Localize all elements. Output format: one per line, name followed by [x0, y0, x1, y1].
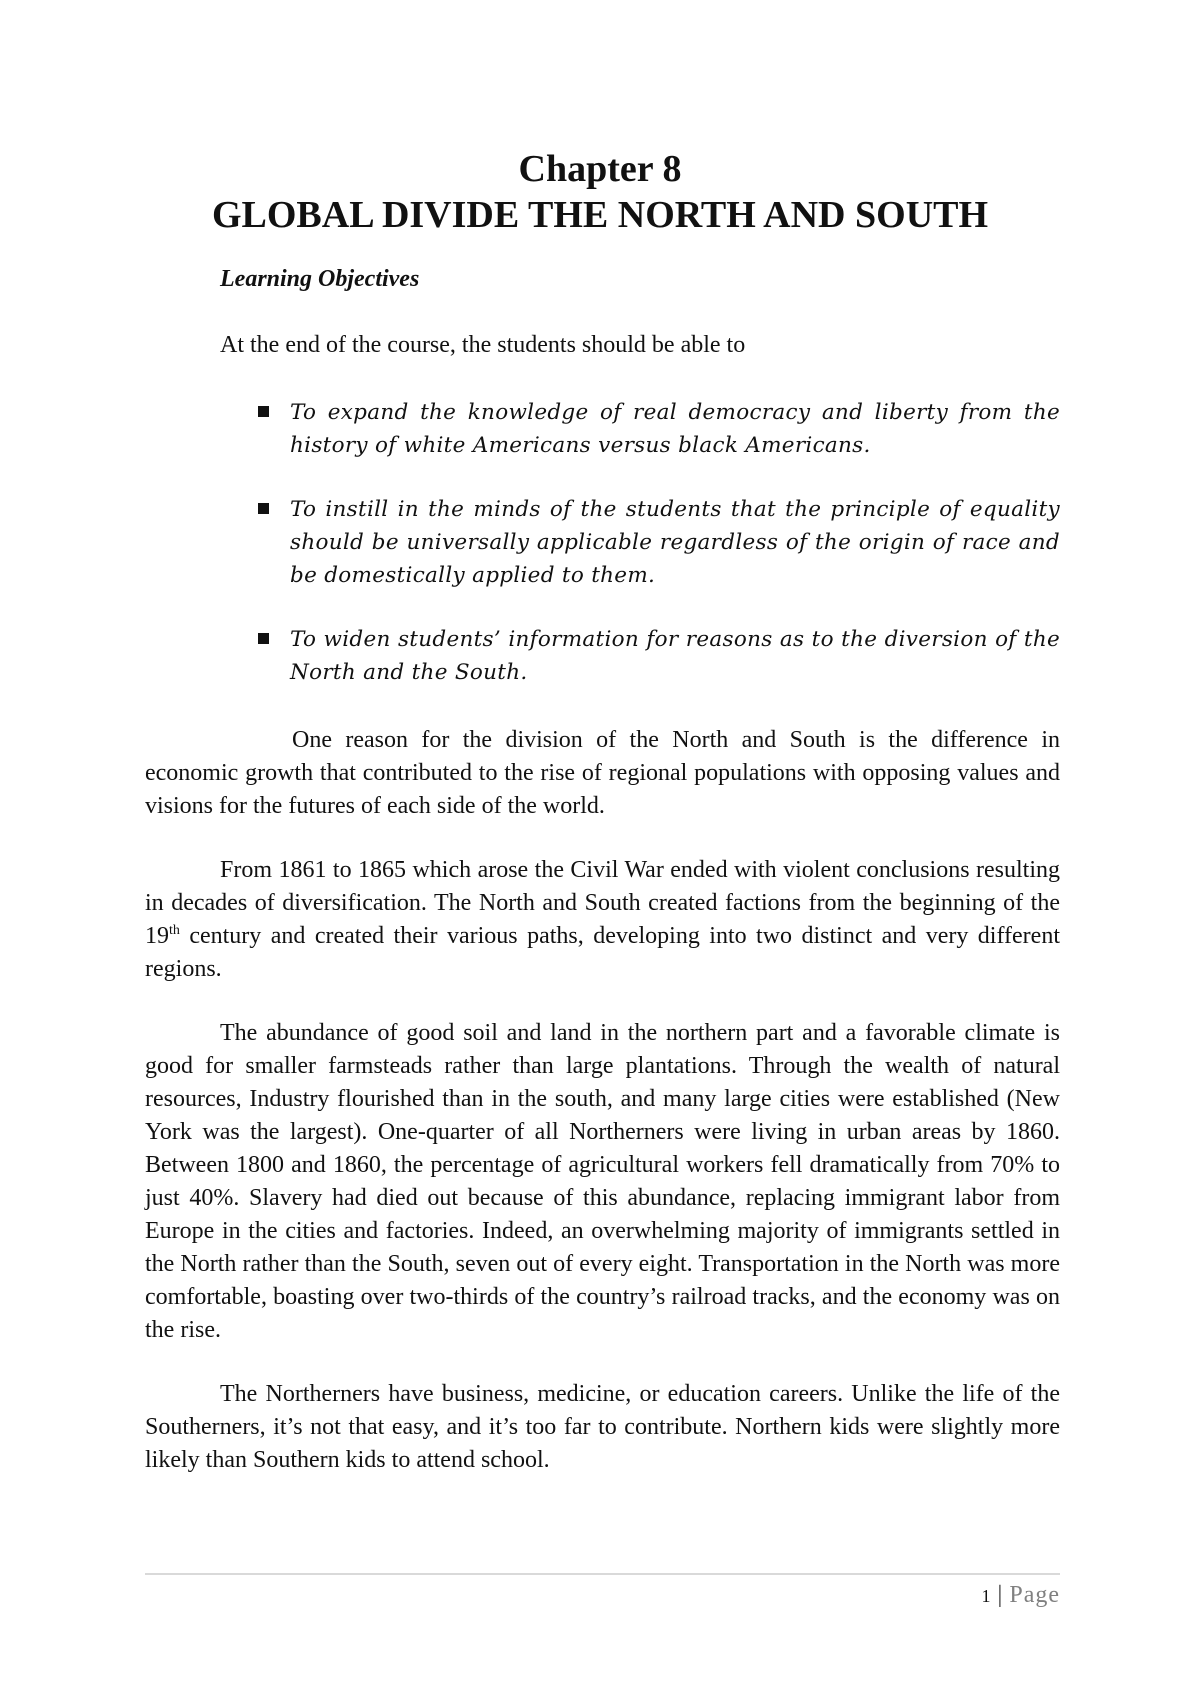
- learning-objectives-heading: Learning Objectives: [220, 266, 420, 292]
- chapter-title: GLOBAL DIVIDE THE NORTH AND SOUTH: [211, 194, 989, 236]
- square-bullet-icon: [258, 406, 269, 417]
- paragraph-civil-war: [145, 854, 1060, 986]
- chapter-heading: [0, 146, 1200, 238]
- paragraph-civil-war-text-b: century and created their various paths, developing into two distinct and very different regions.: [145, 923, 1060, 982]
- footer-separator: |: [997, 1582, 1003, 1608]
- objective-text: To instill in the minds of the students that the principle of equality should be universally applicable regardless of the origin of race and be domestically applied to them.: [290, 497, 1060, 588]
- paragraph-northern-resources: The abundance of good soil and land in the northern part and a favorable climate is good for smaller farmsteads rather than large plantations. Through the wealth of natural resources, Industry flourished than in the south, and many large cities were established (New York was the largest). One-quarter of all Northerners were living in urban areas by 1860. Between 1800 and 1860, the percentage of agricultural workers fell dramatically from 70% to just 40%. Slavery had died out because of this abundance, replacing immigrant labor from Europe in the cities and factories. Indeed, an overwhelming majority of immigrants settled in the North rather than the South, seven out of every eight. Transportation in the North was more comfortable, boasting over two-thirds of the country’s railroad tracks, and the economy was on the rise.: [145, 1020, 1060, 1343]
- objective-text: To widen students’ information for reasons as to the diversion of the North and the South.: [290, 627, 1060, 685]
- page-footer: [982, 1582, 1060, 1609]
- page-label: Page: [1009, 1582, 1060, 1608]
- objectives-list: [258, 396, 1060, 720]
- chapter-number: Chapter 8: [518, 148, 682, 190]
- square-bullet-icon: [258, 633, 269, 644]
- objective-item: [258, 623, 1060, 689]
- body-text: [145, 724, 1060, 1508]
- paragraph-civil-war-text-a: From 1861 to 1865 which arose the Civil War ended with violent conclusions resulting in decades of diversification. The North and South created factions from the beginning of the 19: [145, 857, 1060, 949]
- objective-item: [258, 493, 1060, 592]
- objectives-intro: At the end of the course, the students should be able to: [220, 332, 746, 358]
- square-bullet-icon: [258, 503, 269, 514]
- paragraph-northern-careers: The Northerners have business, medicine, or education careers. Unlike the life of the Southerners, it’s not that easy, and it’s too far to contribute. Northern kids were slightly more likely than Southern kids to attend school.: [145, 1381, 1060, 1473]
- objective-item: [258, 396, 1060, 462]
- paragraph-division-reason: One reason for the division of the North and South is the difference in economic growth that contributed to the rise of regional populations with opposing values and visions for the futures of each side of the world.: [145, 727, 1060, 819]
- objective-text: To expand the knowledge of real democracy and liberty from the history of white Americans versus black Americans.: [290, 400, 1060, 458]
- footer-divider: [145, 1573, 1060, 1575]
- page-number: 1: [981, 1586, 991, 1606]
- ordinal-superscript: th: [169, 923, 180, 938]
